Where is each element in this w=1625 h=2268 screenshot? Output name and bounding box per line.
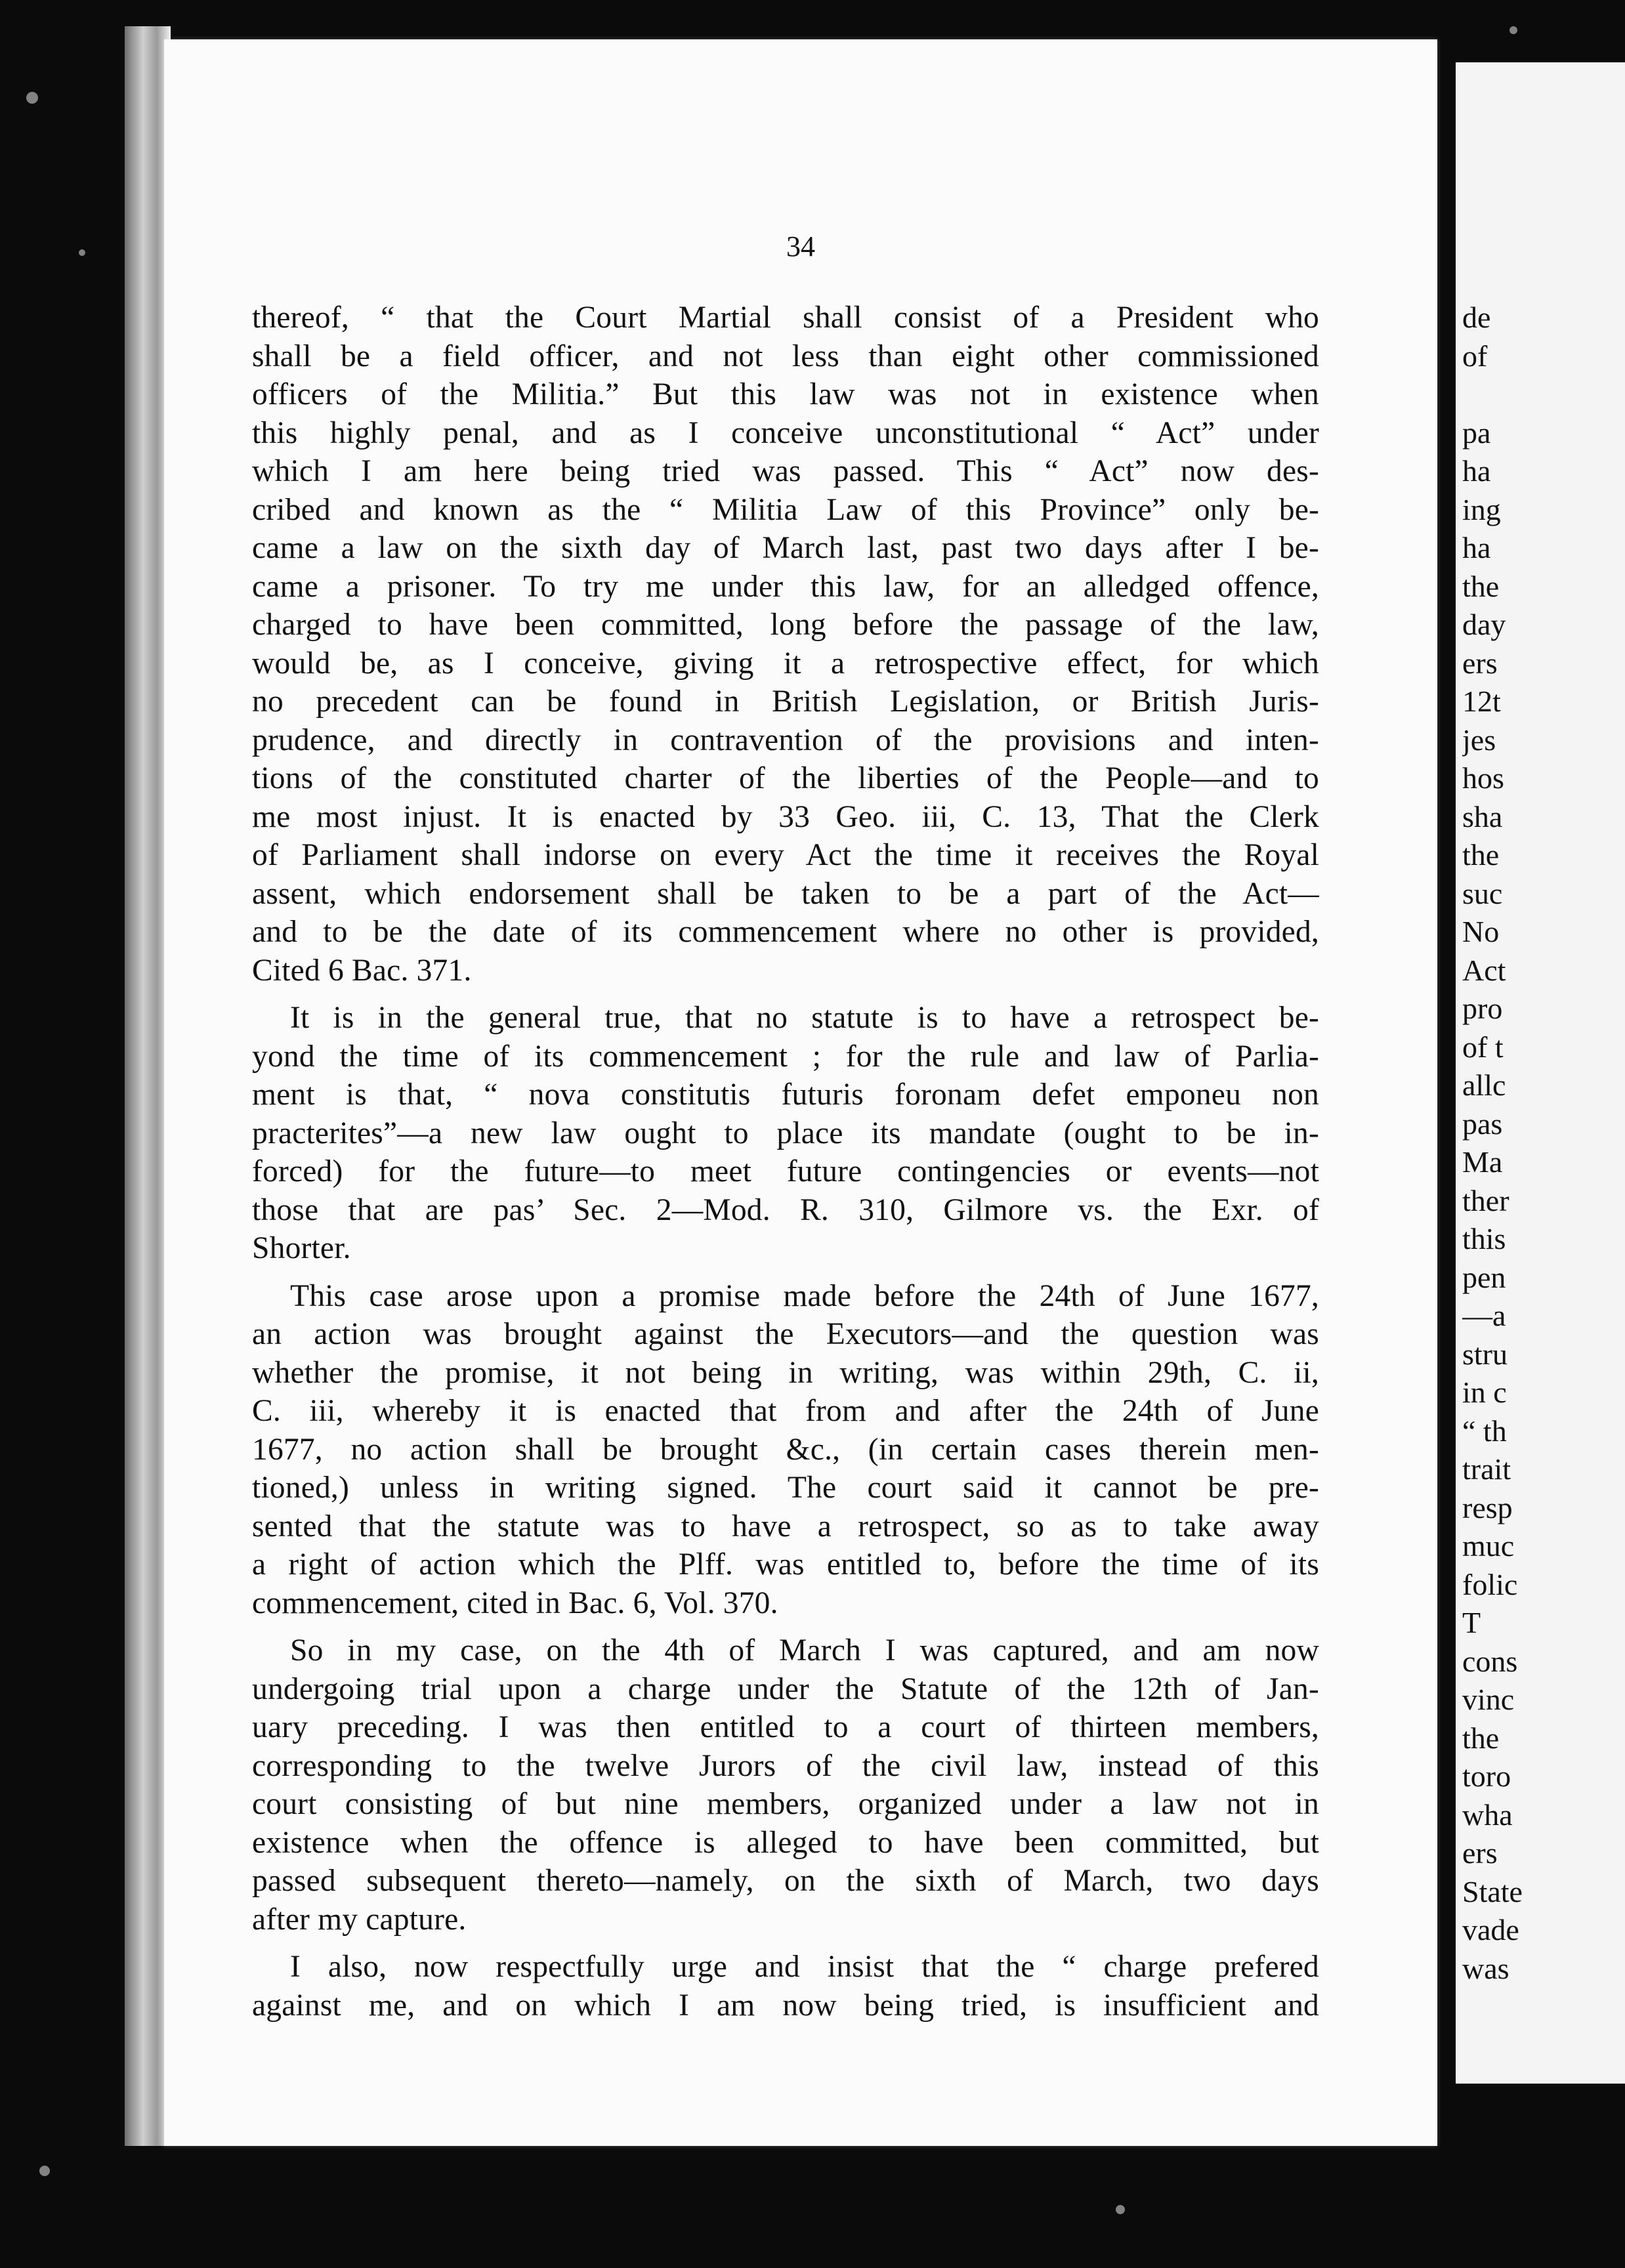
text-line: Shorter. (252, 1231, 351, 1265)
fragment-line: of t (1462, 1030, 1504, 1064)
fragment-line: —a (1462, 1299, 1506, 1332)
text-line: undergoing trial upon a charge under the Statute of the 12th of Jan- (252, 1671, 1319, 1706)
fragment-line: ers (1462, 646, 1498, 680)
fragment-line: vinc (1462, 1683, 1515, 1716)
text-line: those that are pas’ Sec. 2—Mod. R. 310, Gilmore vs. the Exr. of (252, 1192, 1319, 1227)
fragment-line: ing (1462, 492, 1501, 526)
fragment-line: this (1462, 1222, 1506, 1255)
fragment-line: State (1462, 1874, 1523, 1908)
fragment-line: 12t (1462, 684, 1501, 718)
text-line: whether the promise, it not being in writing, was within 29th, C. ii, (252, 1355, 1319, 1390)
text-line: uary preceding. I was then entitled to a court of thirteen members, (252, 1710, 1319, 1744)
fragment-line: folic (1462, 1567, 1518, 1601)
scan-speck (79, 249, 85, 256)
fragment-line: sha (1462, 799, 1503, 833)
text-line: charged to have been committed, long before the passage of the law, (252, 608, 1319, 642)
text-line: It is in the general true, that no statute is to have a retrospect be- (290, 1001, 1319, 1035)
text-line: came a prisoner. To try me under this law, for an alledged offence, (252, 569, 1319, 604)
fragment-line: muc (1462, 1529, 1515, 1563)
fragment-line: vade (1462, 1913, 1519, 1946)
text-line: Cited 6 Bac. 371. (252, 953, 472, 988)
fragment-line: allc (1462, 1068, 1506, 1102)
fragment-line: cons (1462, 1644, 1518, 1678)
fragment-line: ther (1462, 1183, 1509, 1217)
fragment-line: the (1462, 569, 1500, 603)
text-line: tions of the constituted charter of the liberties of the People—and to (252, 761, 1319, 795)
fragment-line (1462, 375, 1625, 414)
fragment-line: jes (1462, 723, 1496, 757)
text-line: This case arose upon a promise made before the 24th of June 1677, (290, 1278, 1319, 1313)
fragment-line: ers (1462, 1836, 1498, 1870)
text-line: a right of action which the Plff. was entitled to, before the time of its (252, 1547, 1319, 1582)
text-line: me most injust. It is enacted by 33 Geo. iii, C. 13, That the Clerk (252, 799, 1319, 834)
text-line: prudence, and directly in contravention of the provisions and inten- (252, 723, 1319, 757)
text-line: existence when the offence is alleged to have been committed, but (252, 1825, 1319, 1860)
fragment-line: the (1462, 1721, 1500, 1755)
fragment-line: trait (1462, 1452, 1511, 1486)
fragment-line: day (1462, 608, 1506, 641)
text-line: which I am here being tried was passed. This “ Act” now des- (252, 454, 1319, 488)
text-line: after my capture. (252, 1902, 467, 1937)
text-line: So in my case, on the 4th of March I was captured, and am now (290, 1633, 1319, 1668)
fragment-line: pa (1462, 415, 1491, 450)
text-line: I also, now respectfully urge and insist that the “ charge prefered (290, 1950, 1319, 1984)
fragment-line: hos (1462, 761, 1504, 795)
paragraph-gap (252, 1622, 1319, 1631)
paragraph (252, 299, 1319, 990)
fragment-line: suc (1462, 876, 1503, 910)
text-line: against me, and on which I am now being tried, is insufficient and (252, 1988, 1319, 2023)
text-line: shall be a field officer, and not less than eight other commissioned (252, 339, 1319, 373)
scan-speck (1509, 26, 1517, 34)
fragment-line: Ma (1462, 1145, 1503, 1179)
text-line: forced) for the future—to meet future contingencies or events—not (252, 1154, 1319, 1188)
book-page (164, 39, 1437, 2146)
fragment-line: de (1462, 301, 1491, 334)
text-line: practerites”—a new law ought to place its mandate (ought to be in- (252, 1116, 1319, 1150)
fragment-line: T (1462, 1606, 1481, 1639)
text-line: commencement, cited in Bac. 6, Vol. 370. (252, 1586, 778, 1620)
text-line: this highly penal, and as I conceive unconstitutional “ Act” under (252, 415, 1319, 450)
text-line: and to be the date of its commencement where no other is provided, (252, 915, 1319, 949)
fragment-line: the (1462, 838, 1500, 872)
page-body-text (252, 299, 1319, 2025)
text-line: yond the time of its commencement ; for the rule and law of Parlia- (252, 1039, 1319, 1074)
text-line: 1677, no action shall be brought &c., (in certain cases therein men- (252, 1432, 1319, 1467)
text-line: ment is that, “ nova constitutis futuris foronam defet emponeu non (252, 1078, 1319, 1112)
fragment-line: No (1462, 915, 1500, 948)
fragment-line: pro (1462, 992, 1503, 1025)
text-line: court consisting of but nine members, organized under a law not in (252, 1787, 1319, 1821)
scan-speck (39, 2166, 50, 2176)
text-line: corresponding to the twelve Jurors of the civil law, instead of this (252, 1748, 1319, 1783)
text-line: tioned,) unless in writing signed. The court said it cannot be pre- (252, 1471, 1319, 1505)
text-line: officers of the Militia.” But this law was not in existence when (252, 377, 1319, 411)
scan-speck (1116, 2205, 1125, 2214)
paragraph (252, 999, 1319, 1268)
page-number: 34 (786, 230, 815, 262)
paragraph-gap (252, 1268, 1319, 1277)
paragraph-gap (252, 1939, 1319, 1948)
text-line: C. iii, whereby it is enacted that from and after the 24th of June (252, 1394, 1319, 1428)
text-line: thereof, “ that the Court Martial shall consist of a President who (252, 301, 1319, 335)
fragment-line: “ th (1462, 1414, 1507, 1448)
fragment-line: pas (1462, 1106, 1503, 1141)
fragment-line: in c (1462, 1376, 1507, 1409)
scan-speck (26, 92, 38, 104)
text-line: assent, which endorsement shall be taken to be a part of the Act— (252, 876, 1319, 911)
fragment-line: Act (1462, 953, 1506, 987)
text-line: of Parliament shall indorse on every Act the time it receives the Royal (252, 838, 1319, 872)
fragment-line: wha (1462, 1797, 1513, 1832)
fragment-line: was (1462, 1951, 1509, 1985)
paragraph (252, 1948, 1319, 2025)
adjacent-page-text (1462, 299, 1625, 1988)
fragment-line: of (1462, 339, 1488, 373)
text-line: an action was brought against the Executors—and the question was (252, 1317, 1319, 1351)
fragment-line: resp (1462, 1490, 1513, 1524)
text-line: cribed and known as the “ Militia Law of this Province” only be- (252, 492, 1319, 527)
text-line: no precedent can be found in British Legislation, or British Juris- (252, 684, 1319, 719)
paragraph (252, 1631, 1319, 1939)
paragraph (252, 1277, 1319, 1623)
fragment-line: toro (1462, 1759, 1511, 1793)
text-line: passed subsequent thereto—namely, on the sixth of March, two days (252, 1864, 1319, 1898)
fragment-line: pen (1462, 1260, 1506, 1294)
text-line: would be, as I conceive, giving it a retrospective effect, for which (252, 646, 1319, 681)
fragment-line: ha (1462, 531, 1491, 564)
fragment-line: ha (1462, 454, 1491, 488)
paragraph-gap (252, 990, 1319, 999)
text-line: came a law on the sixth day of March last, past two days after I be- (252, 531, 1319, 565)
text-line: sented that the statute was to have a retrospect, so as to take away (252, 1509, 1319, 1544)
fragment-line: stru (1462, 1337, 1508, 1371)
